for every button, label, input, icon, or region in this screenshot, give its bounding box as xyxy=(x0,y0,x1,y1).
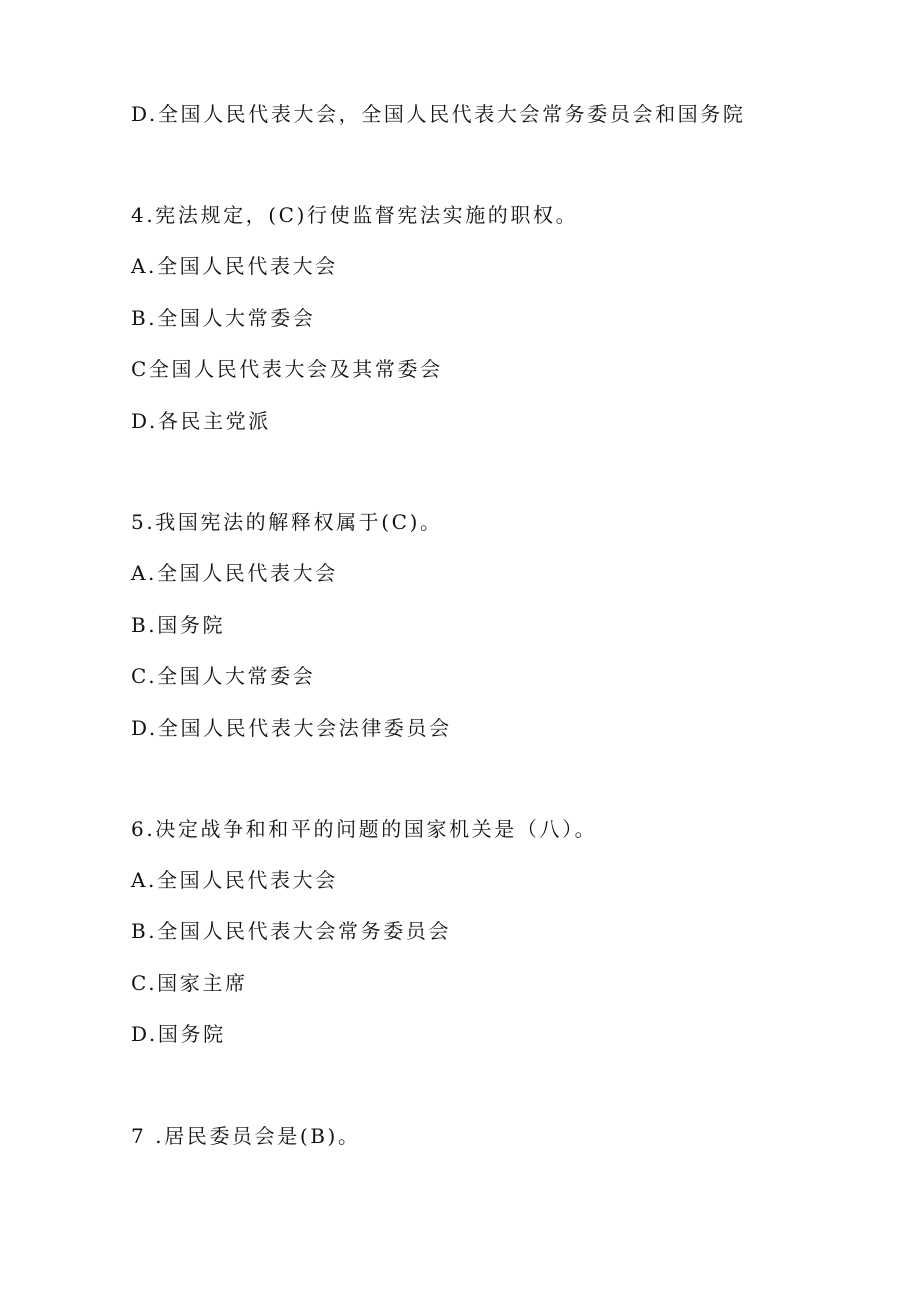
q6-question: 6.决定战争和和平的问题的国家机关是（八）。 xyxy=(131,817,598,841)
q7-question: 7 .居民委员会是(B)。 xyxy=(131,1124,361,1148)
q4-option-a: A.全国人民代表大会 xyxy=(131,254,338,278)
q6-option-b: B.全国人民代表大会常务委员会 xyxy=(131,919,452,943)
q4-option-b: B.全国人大常委会 xyxy=(131,306,316,330)
q6-option-d: D.国务院 xyxy=(131,1022,226,1046)
q5-option-c: C.全国人大常委会 xyxy=(131,664,316,688)
q5-option-b: B.国务院 xyxy=(131,613,226,637)
q5-question: 5.我国宪法的解释权属于(C)。 xyxy=(131,510,443,534)
q4-question: 4.宪法规定，(C)行使监督宪法实施的职权。 xyxy=(131,203,579,227)
q4-option-d: D.各民主党派 xyxy=(131,409,271,433)
q6-option-c: C.国家主席 xyxy=(131,971,248,995)
q6-option-a: A.全国人民代表大会 xyxy=(131,868,338,892)
q5-option-a: A.全国人民代表大会 xyxy=(131,561,338,585)
q4-option-c: C全国人民代表大会及其常委会 xyxy=(131,357,443,381)
q3-option-d: D.全国人民代表大会，全国人民代表大会常务委员会和国务院 xyxy=(131,102,746,126)
q5-option-d: D.全国人民代表大会法律委员会 xyxy=(131,716,452,740)
